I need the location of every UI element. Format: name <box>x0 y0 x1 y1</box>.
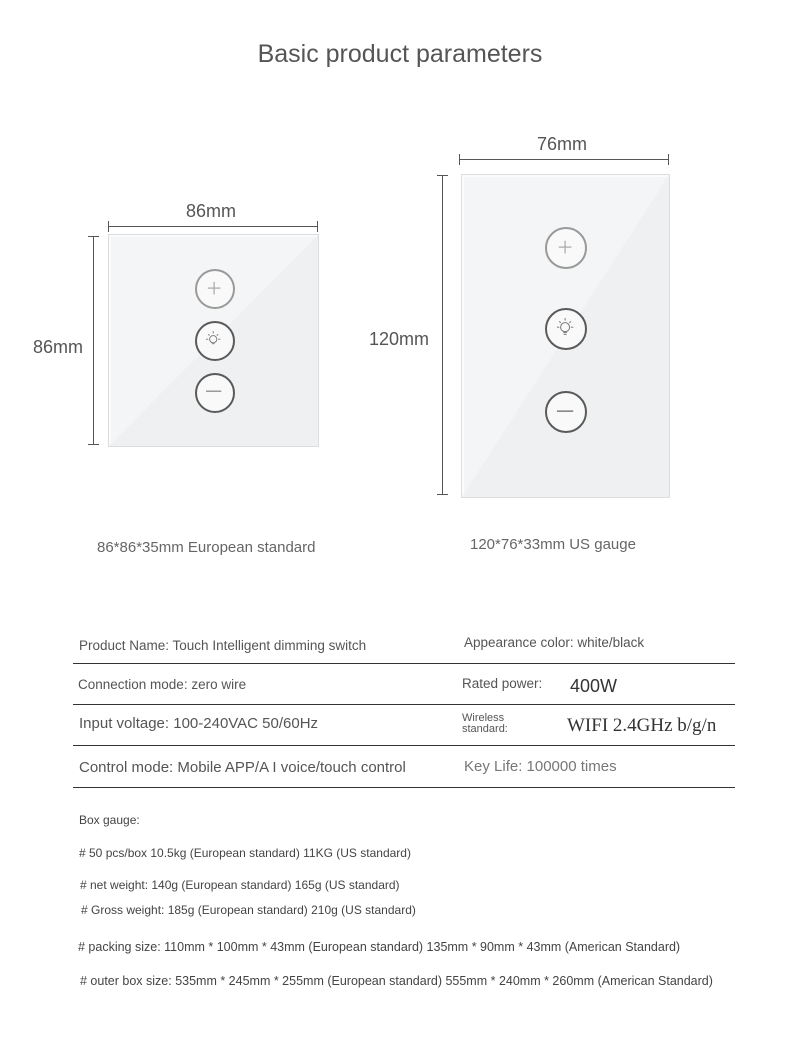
spec-key-life: Key Life: 100000 times <box>464 758 617 775</box>
box-outer-size: # outer box size: 535mm * 245mm * 255mm (European standard) 555mm * 240mm * 260mm (American Standard) <box>80 974 713 988</box>
light-bulb-icon <box>197 323 233 359</box>
us-height-label: 120mm <box>369 329 430 349</box>
spec-wireless-value: WIFI 2.4GHz b/g/n <box>567 715 717 736</box>
table-divider <box>73 663 735 664</box>
spec-control-mode: Control mode: Mobile APP/A I voice/touch control <box>79 759 406 776</box>
eu-height-label: 86mm <box>33 337 84 357</box>
spec-rated-power-value: 400W <box>570 676 618 696</box>
us-caption: 120*76*33mm US gauge <box>470 536 636 553</box>
eu-switch-panel <box>108 234 319 447</box>
spec-product-name: Product Name: Touch Intelligent dimming switch <box>79 638 367 653</box>
page-title: Basic product parameters <box>257 40 543 68</box>
table-divider <box>73 787 735 788</box>
table-divider <box>73 745 735 746</box>
minus-icon <box>547 393 585 431</box>
us-light-button[interactable] <box>545 308 587 350</box>
spec-connection-mode: Connection mode: zero wire <box>78 677 247 692</box>
light-bulb-icon <box>547 310 585 348</box>
eu-plus-button[interactable] <box>195 269 235 309</box>
minus-icon <box>197 375 233 411</box>
eu-caption: 86*86*35mm European standard <box>97 539 316 556</box>
spec-wireless-label-1: Wireless <box>462 712 505 724</box>
spec-input-voltage: Input voltage: 100-240VAC 50/60Hz <box>79 715 319 732</box>
table-divider <box>73 704 735 705</box>
plus-icon <box>197 271 233 307</box>
plus-icon <box>547 229 585 267</box>
us-switch-panel <box>461 174 670 498</box>
box-heading: Box gauge: <box>79 813 140 827</box>
spec-wireless-label-2: standard: <box>462 723 508 735</box>
us-width-label: 76mm <box>537 134 588 154</box>
eu-width-label: 86mm <box>186 201 237 221</box>
us-plus-button[interactable] <box>545 227 587 269</box>
box-packing-size: # packing size: 110mm * 100mm * 43mm (European standard) 135mm * 90mm * 43mm (American Standard) <box>78 940 681 954</box>
spec-rated-power-label: Rated power: <box>462 676 543 691</box>
box-net-weight: # net weight: 140g (European standard) 165g (US standard) <box>80 878 400 892</box>
box-pcs: # 50 pcs/box 10.5kg (European standard) 11KG (US standard) <box>79 846 411 860</box>
us-minus-button[interactable] <box>545 391 587 433</box>
box-gross-weight: # Gross weight: 185g (European standard) 210g (US standard) <box>81 903 416 917</box>
spec-appearance-color: Appearance color: white/black <box>464 635 645 650</box>
eu-minus-button[interactable] <box>195 373 235 413</box>
eu-light-button[interactable] <box>195 321 235 361</box>
